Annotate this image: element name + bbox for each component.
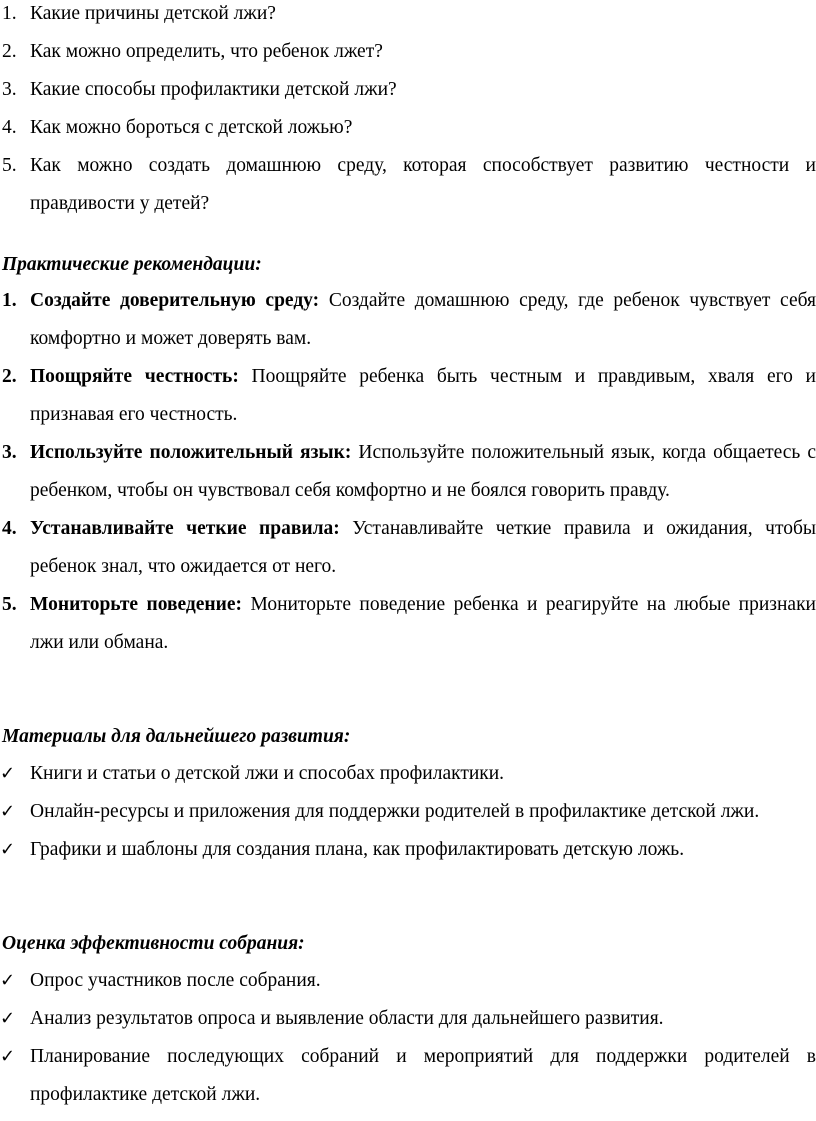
item-text: Мониторьте поведение ребенка и реагируйте на любые признаки лжи или обмана.: [30, 594, 816, 653]
list-item: [0, 71, 816, 109]
list-item: [0, 755, 816, 793]
list-item: [0, 0, 816, 33]
item-title: Используйте положительный язык:: [30, 442, 352, 463]
evaluation-heading: Оценка эффективности собрания:: [2, 933, 305, 954]
item-text: Опрос участников после собрания.: [30, 970, 321, 991]
list-item: [0, 434, 816, 510]
item-number: 5.: [2, 155, 17, 176]
item-number: 4.: [2, 117, 17, 138]
item-text: Какие способы профилактики детской лжи?: [30, 79, 397, 100]
item-number: 5.: [2, 594, 17, 615]
item-text: Поощряйте ребенка быть честным и правдивым, хваля его и признавая его честность.: [30, 366, 816, 425]
checkmark-icon: ✓: [0, 1008, 16, 1029]
evaluation-list: [0, 962, 816, 1114]
materials-list: [0, 755, 816, 869]
item-number: 4.: [2, 518, 17, 539]
item-text: Планирование последующих собраний и мероприятий для поддержки родителей в профилактике детской лжи.: [30, 1046, 816, 1105]
item-number: 1.: [2, 3, 17, 24]
list-item: [0, 1000, 816, 1038]
item-title: Создайте доверительную среду:: [30, 290, 320, 311]
list-item: [0, 33, 816, 71]
item-text: Как можно определить, что ребенок лжет?: [30, 41, 383, 62]
item-title: Устанавливайте четкие правила:: [30, 518, 340, 539]
checkmark-icon: ✓: [0, 970, 16, 991]
item-text: Как можно создать домашнюю среду, которая способствует развитию честности и правдивости у детей?: [30, 155, 816, 214]
item-title: Поощряйте честность:: [30, 366, 239, 387]
list-item: [0, 586, 816, 662]
questions-list: [0, 0, 816, 223]
item-text: Устанавливайте четкие правила и ожидания, чтобы ребенок знал, что ожидается от него.: [30, 518, 816, 577]
list-item: [0, 282, 816, 358]
list-item: [0, 831, 816, 869]
checkmark-icon: ✓: [0, 763, 16, 784]
list-item: [0, 358, 816, 434]
checkmark-icon: ✓: [0, 801, 16, 822]
list-item: [0, 147, 816, 223]
item-text: Как можно бороться с детской ложью?: [30, 117, 353, 138]
list-item: [0, 1038, 816, 1114]
checkmark-icon: ✓: [0, 1046, 16, 1067]
list-item: [0, 793, 816, 831]
checkmark-icon: ✓: [0, 839, 16, 860]
item-text: Создайте домашнюю среду, где ребенок чувствует себя комфортно и может доверять вам.: [30, 290, 816, 349]
item-number: 2.: [2, 366, 17, 387]
item-text: Онлайн-ресурсы и приложения для поддержки родителей в профилактике детской лжи.: [30, 801, 760, 822]
item-text: Книги и статьи о детской лжи и способах профилактики.: [30, 763, 505, 784]
item-text: Анализ результатов опроса и выявление области для дальнейшего развития.: [30, 1008, 664, 1029]
item-text: Графики и шаблоны для создания плана, как профилактировать детскую ложь.: [30, 839, 685, 860]
item-number: 3.: [2, 79, 17, 100]
recommendations-list: [0, 282, 816, 662]
item-number: 1.: [2, 290, 17, 311]
recommendations-heading: Практические рекомендации:: [2, 254, 262, 275]
materials-heading: Материалы для дальнейшего развития:: [2, 726, 351, 747]
item-text: Какие причины детской лжи?: [30, 3, 276, 24]
list-item: [0, 962, 816, 1000]
list-item: [0, 510, 816, 586]
item-title: Мониторьте поведение:: [30, 594, 243, 615]
item-number: 3.: [2, 442, 17, 463]
list-item: [0, 109, 816, 147]
item-text: Используйте положительный язык, когда общаетесь с ребенком, чтобы он чувствовал себя комфортно и не боялся говорить правду.: [30, 442, 816, 501]
item-number: 2.: [2, 41, 17, 62]
